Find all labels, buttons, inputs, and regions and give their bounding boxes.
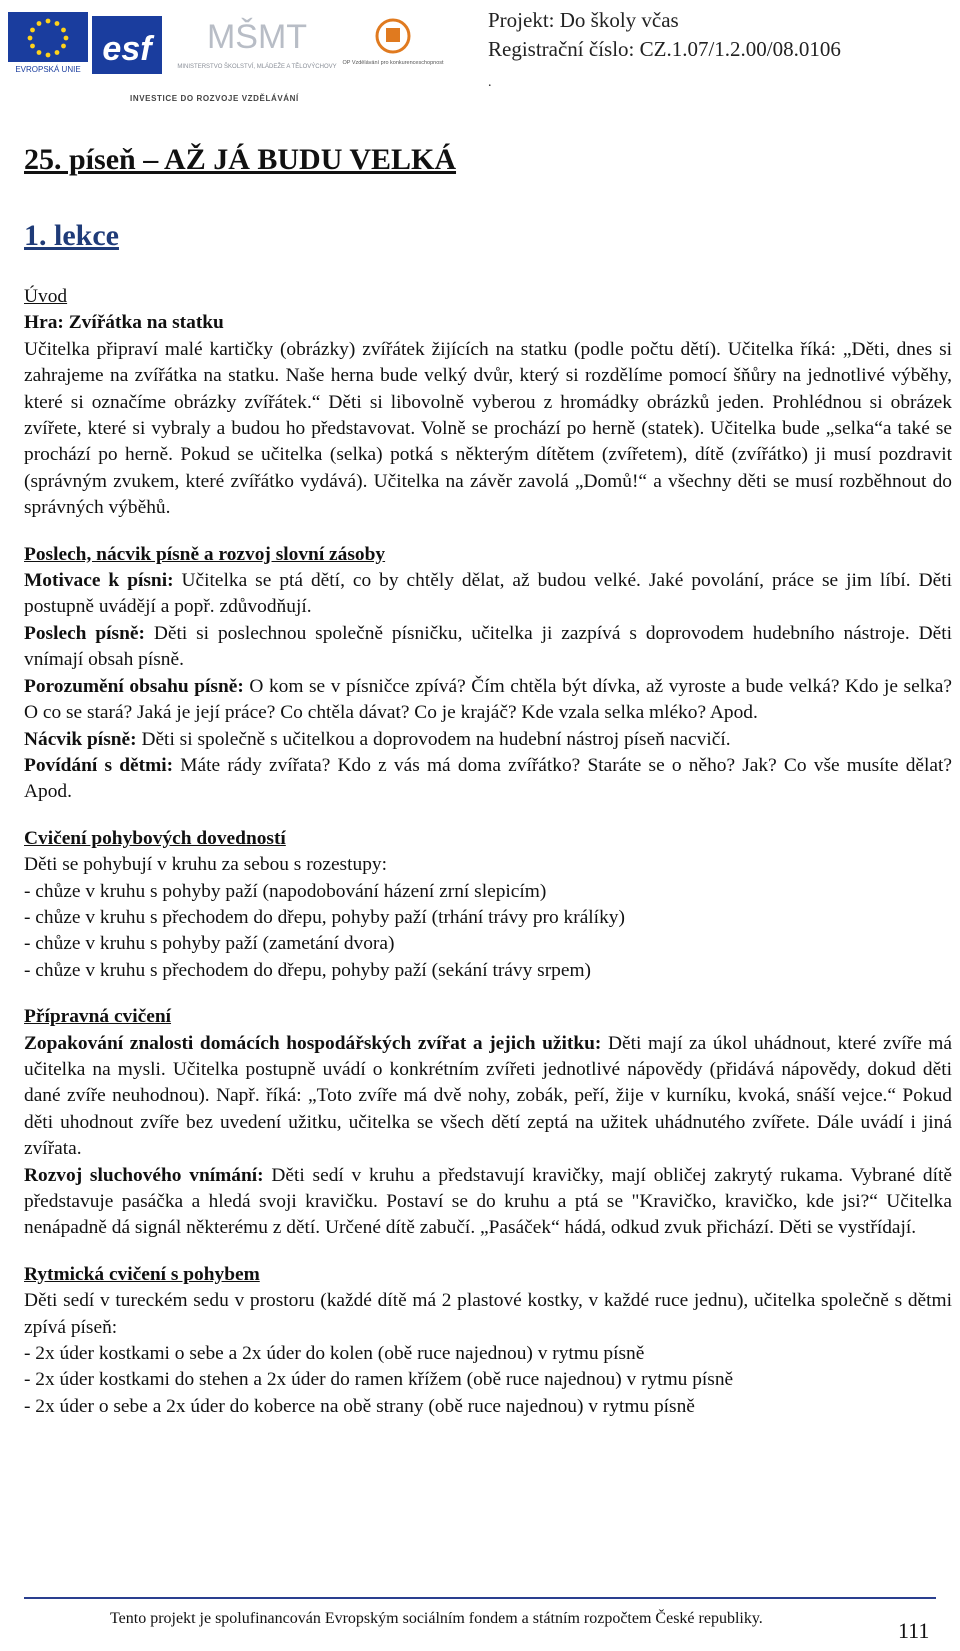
paragraph-nacvik (24, 727, 952, 753)
label-sluch: Rozvoj sluchového vnímání: (24, 1164, 264, 1186)
label-poslech: Poslech písně: (24, 622, 145, 644)
paragraph-poslech (24, 621, 952, 674)
esf-logo-label: esf (102, 30, 152, 68)
label-motivace: Motivace k písni: (24, 570, 174, 592)
section-rytmicka (24, 1262, 952, 1420)
paragraph-sluch (24, 1163, 952, 1242)
text-povidani: Máte rády zvířata? Kdo z vás má doma zvířátko? Staráte se o něho? Jak? Co vše musíte dělat? Apod. (24, 754, 952, 803)
page-header (0, 0, 960, 118)
label-nacvik: Nácvik písně: (24, 728, 137, 750)
text-zopakovani: Děti mají za úkol uhádnout, které zvíře má učitelka na mysli. Učitelka postupně uvádí o konkrétním zvířeti jednotlivé nápovědy (přidává nápovědy, dokud děti dané zvíře neuhodnou). Např. říká: „Toto zvíře má dvě nohy, zobák, peří, žije v kurníku, kvoká, snáší vejce.“ Pokud děti uhodnout zvíře bez uvedení užitku, učitelka se všech dětí zeptá na užitek uhádnutého zvířete. Dále uvádí i jiná zvířata. (24, 1032, 952, 1160)
list-item: - chůze v kruhu s pohyby paží (zametání dvora) (24, 933, 395, 955)
paragraph-povidani (24, 753, 952, 806)
eu-flag-logo (8, 12, 88, 79)
page-number: 111 (898, 1618, 930, 1643)
rytmicka-intro: Děti sedí v tureckém sedu v prostoru (každé dítě má 2 plastové kostky, v každé ruce jednu), učitelka společně s dětmi zpívá píseň: (24, 1290, 952, 1338)
section-heading-uvod: Úvod (24, 286, 68, 307)
label-povidani: Povídání s dětmi: (24, 754, 174, 776)
section-uvod (24, 284, 952, 522)
msmt-logo-mark: MŠMT (206, 18, 308, 56)
list-item: - chůze v kruhu s přechodem do dřepu, pohyby paží (sekání trávy srpem) (24, 959, 591, 981)
document-body (24, 138, 952, 1420)
op-logo-label: OP Vzdělávání pro konkurenceschopnost (342, 60, 444, 66)
text-sluch: Děti sedí v kruhu a představují kravičky, mají obličej zakrytý rukama. Vybrané dítě představuje pasáčka a hledá svoji kravičku. Postaví se do kruhu a ptá se "Kravičko, kravičko, kde jsi?“ Učitelka nenápadně dá signál některému z dětí. Určené dítě zabučí. „Pasáček“ hádá, odkud zvuk přichází. Děti se vystřídají. (24, 1164, 953, 1239)
paragraph-motivace (24, 568, 952, 621)
footer-divider (24, 1597, 936, 1599)
footer-text: Tento projekt je spolufinancován Evropským sociálním fondem a státním rozpočtem České republiky. (110, 1610, 763, 1627)
section-pripravna (24, 1004, 952, 1242)
invest-label: INVESTICE DO ROZVOJE VZDĚLÁVÁNÍ (130, 94, 299, 103)
section-heading-poslech: Poslech, nácvik písně a rozvoj slovní zásoby (24, 543, 386, 565)
cviceni-intro: Děti se pohybují v kruhu za sebou s rozestupy: (24, 854, 387, 876)
text-motivace: Učitelka se ptá dětí, co by chtěly dělat, až budou velké. Jaké povolání, práce se jim líbí. Děti postupně uvádějí a popř. zdůvodňují. (24, 570, 952, 618)
section-heading-rytmicka: Rytmická cvičení s pohybem (24, 1263, 260, 1285)
list-item: - 2x úder kostkami o sebe a 2x úder do kolen (obě ruce najednou) v rytmu písně (24, 1343, 645, 1365)
registration-number: Registrační číslo: CZ.1.07/1.2.00/08.0106 (488, 37, 841, 61)
label-porozumeni: Porozumění obsahu písně: (24, 675, 244, 697)
section-poslech (24, 542, 952, 806)
eu-logo-label: EVROPSKÁ UNIE (15, 65, 81, 74)
section-heading-pripravna: Přípravná cvičení (24, 1006, 172, 1028)
text-nacvik: Děti si společně s učitelkou a doprovodem na hudební nástroj píseň nacvičí. (136, 728, 731, 750)
paragraph-porozumeni (24, 674, 952, 727)
paragraph-zopakovani (24, 1031, 952, 1163)
project-name: Projekt: Do školy včas (488, 8, 679, 32)
esf-logo (92, 16, 162, 79)
label-zopakovani: Zopakování znalosti domácích hospodářských zvířat a jejich užitku: (24, 1032, 602, 1054)
project-info (488, 6, 841, 90)
header-dot: . (488, 75, 492, 90)
lesson-title: 1. lekce (24, 219, 119, 252)
msmt-logo-label: MINISTERSTVO ŠKOLSTVÍ, MLÁDEŽE A TĚLOVÝCHOVY (177, 64, 337, 70)
song-title: 25. píseň – AŽ JÁ BUDU VELKÁ (24, 143, 457, 176)
text-poslech: Děti si poslechnou společně písničku, učitelka ji zazpívá s doprovodem hudebního nástroje. Děti vnímají obsah písně. (24, 622, 952, 671)
list-item: - chůze v kruhu s pohyby paží (napodobování házení zrní slepicím) (24, 880, 547, 902)
section-heading-cviceni: Cvičení pohybových dovedností (24, 827, 286, 849)
game-title: Hra: Zvířátka na statku (24, 312, 224, 334)
list-item: - 2x úder o sebe a 2x úder do koberce na obě strany (obě ruce najednou) v rytmu písně (24, 1395, 695, 1417)
section-cviceni (24, 826, 952, 984)
list-item: - 2x úder kostkami do stehen a 2x úder do ramen křížem (obě ruce najednou) v rytmu písně (24, 1369, 734, 1391)
uvod-text: Učitelka připraví malé kartičky (obrázky) zvířátek žijících na statku (podle počtu dětí). Učitelka říká: „Děti, dnes si zahrajeme na zvířátka na statku. Naše herna bude velký dvůr, který si rozdělíme pomocí šňůry na jednotlivé výběhy, které si označíme obrázky zvířátek.“ Děti si libovolně vyberou z hromádky obrázků jeden. Prohlédnou si obrázek zvířete, které si vybraly a budou ho představovat. Volně se prochází po herně (statek). Učitelka bude „selka“a také se prochází po herně. Pokud se učitelka (selka) potká s některým dítětem (zvířetem), dítě (zvířátko) ji musí pozdravit (správným zvukem, které zvířátko vydává). Učitelka na závěr zavolá „Domů!“ a všechny děti se musí rozběhnout do správných výběhů. (24, 338, 952, 519)
msmt-logo (177, 10, 337, 85)
text-porozumeni: O kom se v písničce zpívá? Čím chtěla být dívka, až vyroste a bude velká? Kdo je selka? O co se stará? Jaká je její práce? Co chtěla dávat? Co je krajáč? Kde vzala selka mléko? Apod. (24, 675, 952, 724)
list-item: - chůze v kruhu s přechodem do dřepu, pohyby paží (trhání trávy pro králíky) (24, 906, 625, 928)
op-logo (342, 14, 444, 83)
